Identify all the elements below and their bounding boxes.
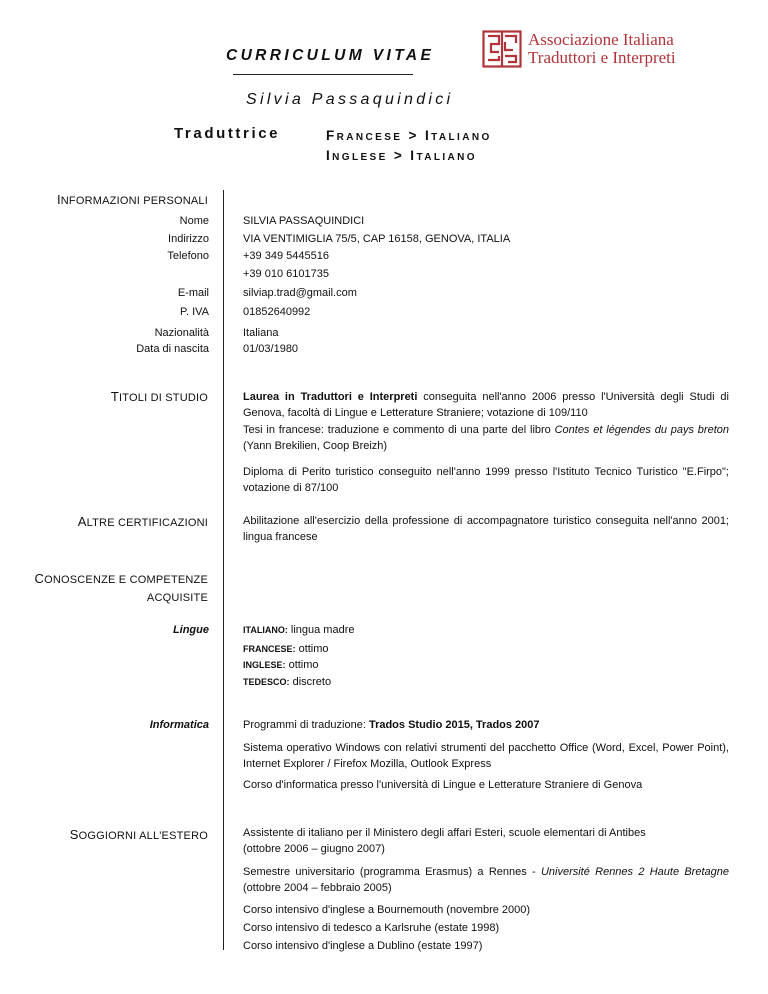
it-course: Corso d'informatica presso l'università di Lingue e Letterature Straniere di Genova (243, 779, 643, 791)
value-phone-landline: +39 010 6101735 (243, 268, 329, 280)
title-underline (233, 74, 413, 75)
aiti-logo-mark-icon (482, 30, 522, 68)
abroad-item-antibes: Assistente di italiano per il Ministero degli affari Esteri, scuole elementari di Antibes (ottobre 2006 – giugno 2007) (243, 827, 646, 855)
language-pair-french-italian: FRANCESE > ITALIANO (326, 128, 492, 143)
abroad-item-bournemouth: Corso intensivo d'inglese a Bournemouth (novembre 2000) (243, 904, 531, 916)
language-pair-english-italian: INGLESE > ITALIANO (326, 148, 477, 163)
profession: Traduttrice (174, 125, 281, 142)
language-item: INGLESE: ottimo (243, 659, 319, 671)
education-degree: Laurea in Traduttori e Interpreti conseguita nell'anno 2006 presso l'Università degli Studi di Genova, facoltà di Lingue e Letterature Straniere; votazione di 109/110 (243, 391, 729, 419)
label-email: E-mail (177, 287, 209, 299)
section-heading-abroad: SOGGIORNI ALL'ESTERO (69, 827, 208, 842)
language-item: FRANCESE: ottimo (243, 643, 329, 655)
education-diploma: Diploma di Perito turistico conseguito nell'anno 1999 presso l'Istituto Tecnico Turistico "E.Firpo"; votazione di 87/100 (243, 466, 729, 494)
abroad-item-karlsruhe: Corso intensivo di tedesco a Karlsruhe (estate 1998) (243, 922, 500, 934)
abroad-item-rennes: Semestre universitario (programma Erasmus) a Rennes - Université Rennes 2 Haute Bretagne (ottobre 2004 – febbraio 2005) (243, 866, 729, 894)
label-birthdate: Data di nascita (136, 343, 209, 355)
language-item: ITALIANO: lingua madre (243, 624, 355, 636)
education-thesis: Tesi in francese: traduzione e commento di una parte del libro Contes et légendes du pays breton (Yann Brekilien, Coop Breizh) (243, 424, 729, 452)
aiti-logo (482, 30, 758, 70)
cv-title: CURRICULUM VITAE (226, 47, 435, 64)
value-phone-mobile: +39 349 5445516 (243, 250, 329, 262)
value-name: SILVIA PASSAQUINDICI (243, 215, 365, 227)
column-divider (223, 190, 224, 950)
section-heading-skills-line2: ACQUISITE (146, 592, 208, 604)
section-heading-personal-info: INFORMAZIONI PERSONALI (56, 192, 208, 207)
it-translation-software: Programmi di traduzione: Trados Studio 2015, Trados 2007 (243, 719, 540, 731)
abroad-item-dublin: Corso intensivo d'inglese a Dublino (estate 1997) (243, 940, 483, 952)
value-birthdate: 01/03/1980 (243, 343, 299, 355)
label-vat: P. IVA (180, 306, 209, 318)
value-vat: 01852640992 (243, 306, 311, 318)
label-address: Indirizzo (168, 233, 209, 245)
section-heading-skills-line1: CONOSCENZE E COMPETENZE (34, 571, 208, 586)
label-phone: Telefono (167, 250, 209, 262)
person-name: Silvia Passaquindici (246, 91, 454, 108)
subsection-languages: Lingue (172, 624, 209, 636)
value-address: VIA VENTIMIGLIA 75/5, CAP 16158, GENOVA, ITALIA (243, 233, 511, 245)
value-nationality: Italiana (243, 327, 279, 339)
section-heading-certifications: ALTRE CERTIFICAZIONI (77, 514, 208, 529)
section-heading-education: TITOLI DI STUDIO (110, 389, 208, 404)
subsection-informatics: Informatica (149, 719, 209, 731)
logo-text-line1: Associazione Italiana (528, 30, 674, 49)
value-email: silviap.trad@gmail.com (243, 287, 357, 299)
certification-text: Abilitazione all'esercizio della professione di accompagnatore turistico conseguita nell'anno 2001; lingua francese (243, 515, 729, 543)
label-nationality: Nazionalità (154, 327, 209, 339)
it-operating-system: Sistema operativo Windows con relativi strumenti del pacchetto Office (Word, Excel, Power Point), Internet Explorer / Firefox Mozilla, Outlook Express (243, 742, 729, 770)
language-item: TEDESCO: discreto (243, 676, 332, 688)
logo-text-line2: Traduttori e Interpreti (528, 48, 676, 67)
label-name: Nome (179, 215, 209, 227)
